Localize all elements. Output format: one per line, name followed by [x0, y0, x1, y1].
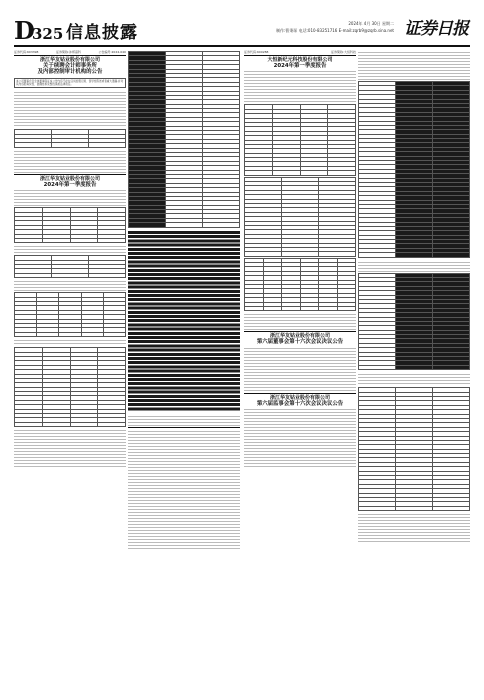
financial-table	[14, 207, 126, 243]
cash-flow-table	[128, 231, 240, 411]
report-title: 2024年第一季度报告	[43, 181, 97, 188]
masthead-rule	[14, 45, 470, 47]
body-text	[128, 414, 240, 426]
company-name-3: 浙江华友钴业股份有限公司	[269, 333, 330, 340]
announcement-codes	[14, 50, 126, 54]
body-text	[358, 50, 470, 80]
column-2-table	[128, 51, 240, 228]
contact-line: 制作:曹秉琛 电话:010-83251716 E-mail:zqrb9@zqrb.sina.net	[275, 28, 394, 33]
body-text	[244, 69, 356, 103]
main-financial-data-table	[244, 104, 356, 175]
body-text	[14, 279, 126, 291]
shareholder-table	[244, 258, 356, 312]
announcement-codes	[244, 50, 356, 54]
column-3	[244, 50, 356, 690]
announcement-no: 公告编号:2024-040	[98, 50, 126, 54]
stock-code: 证券代码:600288	[244, 50, 269, 54]
page-number: 325	[32, 25, 64, 43]
section-rule	[128, 427, 240, 428]
column-4-table	[358, 81, 470, 258]
stock-name: 证券简称:大恒科技	[330, 50, 356, 54]
body-text	[358, 512, 470, 542]
column-4-table-2	[358, 273, 470, 371]
company-name-4: 浙江华友钴业股份有限公司	[269, 394, 330, 401]
body-text	[14, 428, 126, 468]
masthead	[14, 18, 470, 48]
header-rule	[14, 55, 126, 56]
board-resolution-title: 第六届董事会第十六次会议决议公告	[256, 339, 344, 346]
body-text	[244, 312, 356, 330]
non-recurring-table	[244, 177, 356, 257]
column-4	[358, 50, 470, 690]
body-text	[358, 260, 470, 272]
balance-table	[14, 347, 126, 427]
body-text	[14, 244, 126, 254]
board-notice: 本公司董事会及全体董事保证本公告内容不存在任何虚假记载、误导性陈述或者重大遗漏,并对其内容的真实性、准确性和完整性承担法律责任。	[14, 78, 126, 88]
stock-code: 证券代码:603398	[14, 50, 39, 54]
company-name: 大恒新纪元科技股份有限公司	[267, 57, 333, 63]
column-1	[14, 50, 126, 690]
supervisor-resolution-title: 第六届监事会第十六次会议决议公告	[256, 400, 344, 407]
column-2	[128, 50, 240, 690]
body-text	[14, 338, 126, 346]
announcement-title-line-1: 关于续聘会计师事务所	[43, 63, 97, 69]
section-rule	[14, 174, 126, 175]
announcement-text	[128, 429, 240, 549]
shareholder-table	[14, 292, 126, 337]
body-text	[14, 90, 126, 128]
header-rule	[244, 55, 356, 56]
financial-table-2	[14, 255, 126, 278]
body-text	[358, 372, 470, 386]
company-name-2: 浙江华友钴业股份有限公司	[39, 175, 100, 182]
page-letter: D	[14, 16, 35, 45]
column-4-table-3	[358, 387, 470, 511]
stock-name: 证券简称:沐邦高科	[55, 50, 81, 54]
company-name: 浙江华友钴业股份有限公司	[39, 57, 100, 63]
report-title: 2024年第一季度报告	[273, 63, 327, 69]
body-text	[14, 188, 126, 206]
date-line: 2024年 4月 30日 星期二	[348, 21, 394, 26]
section-rule	[244, 393, 356, 394]
auditor-table	[14, 129, 126, 148]
body-text	[244, 346, 356, 392]
body-text	[244, 407, 356, 467]
body-text	[14, 149, 126, 173]
section-title: 信息披露	[66, 23, 138, 43]
newspaper-logo: 证券日报	[404, 19, 468, 39]
announcement-title-line-2: 及内部控制审计机构的公告	[37, 69, 103, 76]
